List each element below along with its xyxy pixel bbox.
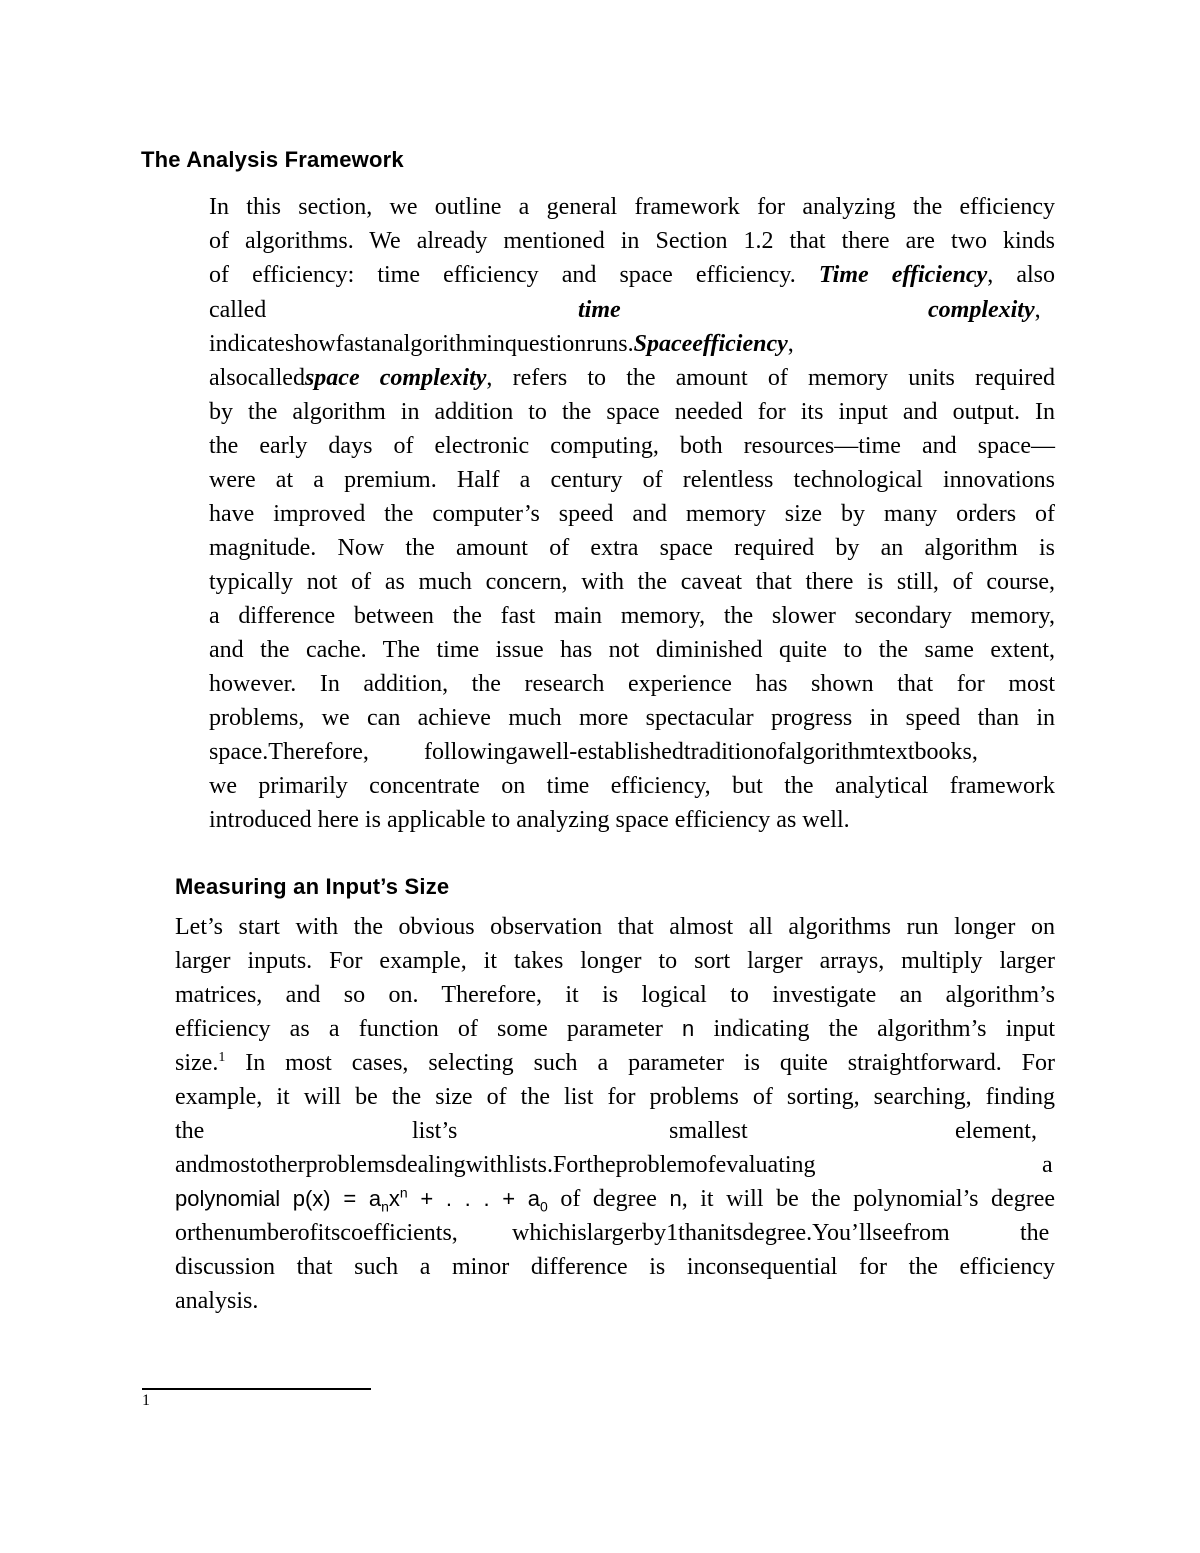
text-line: problems, we can achieve much more spectacular progress in speed than in (209, 705, 1055, 731)
text-line: larger inputs. For example, it takes longer to sort larger arrays, multiply larger (175, 948, 1055, 974)
text-line: orthenumberofitscoefficients, (175, 1220, 458, 1246)
text-line: space.Therefore, (209, 739, 369, 765)
text-line: and the cache. The time issue has not diminished quite to the same extent, (209, 637, 1055, 663)
text-line: were at a premium. Half a century of relentless technological innovations (209, 467, 1055, 493)
text-line: polynomial $p(x) = a_nx^n$ + . . . + $a_0$ of degree n, it will be the polynomial’s degree (175, 1184, 1056, 1215)
text-line: element, (955, 1118, 1037, 1144)
text-line: the (1020, 1220, 1050, 1246)
text-line: magnitude. Now the amount of extra space required by an algorithm is (209, 535, 1055, 561)
text-line: a difference between the fast main memory, the slower secondary memory, (209, 603, 1055, 629)
text-line: alsocalledspace complexity, refers to the amount of memory units required (209, 365, 1055, 391)
term-space-complexity: space complexity (304, 365, 487, 391)
section-heading-measuring-input-size: Measuring an Input’s Size (175, 874, 450, 899)
section-heading-analysis-framework: The Analysis Framework (141, 147, 404, 172)
term-space-efficiency: Spaceefficiency (633, 331, 788, 357)
text-line: by the algorithm in addition to the space needed for its input and output. In (209, 399, 1055, 425)
term-time: time (578, 297, 621, 323)
text-line: called (209, 297, 267, 323)
variable-n: n (682, 1016, 695, 1041)
text-line: introduced here is applicable to analyzing space efficiency as well. (209, 807, 850, 833)
text-line: Let’s start with the obvious observation that almost all algorithms run longer on (175, 914, 1055, 940)
polynomial-formula: $p(x) = a_nx^n$ + . . . + $a_0$ (292, 1184, 548, 1215)
text-line: smallest (669, 1118, 748, 1144)
text-line: matrices, and so on. Therefore, it is logical to investigate an algorithm’s (175, 982, 1055, 1008)
text-line: analysis. (175, 1288, 259, 1314)
text-line: discussion that such a minor difference is inconsequential for the efficiency (175, 1254, 1055, 1280)
text-line: whichislargerby1thanitsdegree.You’llseefrom (512, 1220, 950, 1246)
text-line: andmostotherproblemsdealingwithlists.Fortheproblemofevaluating (175, 1152, 816, 1178)
text-line: have improved the computer’s speed and memory size by many orders of (209, 501, 1055, 527)
text-line: of efficiency: time efficiency and space efficiency. Time efficiency, also (209, 262, 1056, 288)
footnote-marker: 1 (142, 1392, 150, 1409)
text-line: of algorithms. We already mentioned in Section 1.2 that there are two kinds (209, 228, 1055, 254)
text-line: size.$^1$ In most cases, selecting such a parameter is quite straightforward. For (175, 1050, 1055, 1076)
term-complexity: complexity (928, 297, 1035, 323)
text-line: indicateshowfastanalgorithminquestionruns.Spaceefficiency, (209, 331, 794, 357)
term-time-efficiency: Time efficiency (818, 262, 988, 288)
text-line: a (1042, 1152, 1053, 1178)
text-line: typically not of as much concern, with the caveat that there is still, of course, (209, 569, 1055, 595)
text-line: followingawell-establishedtraditionofalgorithmtextbooks, (424, 739, 978, 765)
text-line: the (175, 1118, 205, 1144)
text-line: list’s (412, 1118, 458, 1144)
text-line: example, it will be the size of the list for problems of sorting, searching, finding (175, 1084, 1055, 1110)
text-line: we primarily concentrate on time efficiency, but the analytical framework (209, 773, 1055, 799)
text-line: efficiency as a function of some parameter n indicating the algorithm’s input (175, 1016, 1056, 1042)
footnote-separator (142, 1388, 371, 1390)
text-line: complexity, (928, 297, 1041, 323)
variable-n: n (669, 1186, 682, 1211)
text-line: the early days of electronic computing, both resources—time and space— (209, 433, 1055, 459)
text-line: however. In addition, the research experience has shown that for most (209, 671, 1055, 697)
footnote-reference: 1 (218, 1050, 226, 1065)
text-line: In this section, we outline a general framework for analyzing the efficiency (209, 194, 1055, 220)
